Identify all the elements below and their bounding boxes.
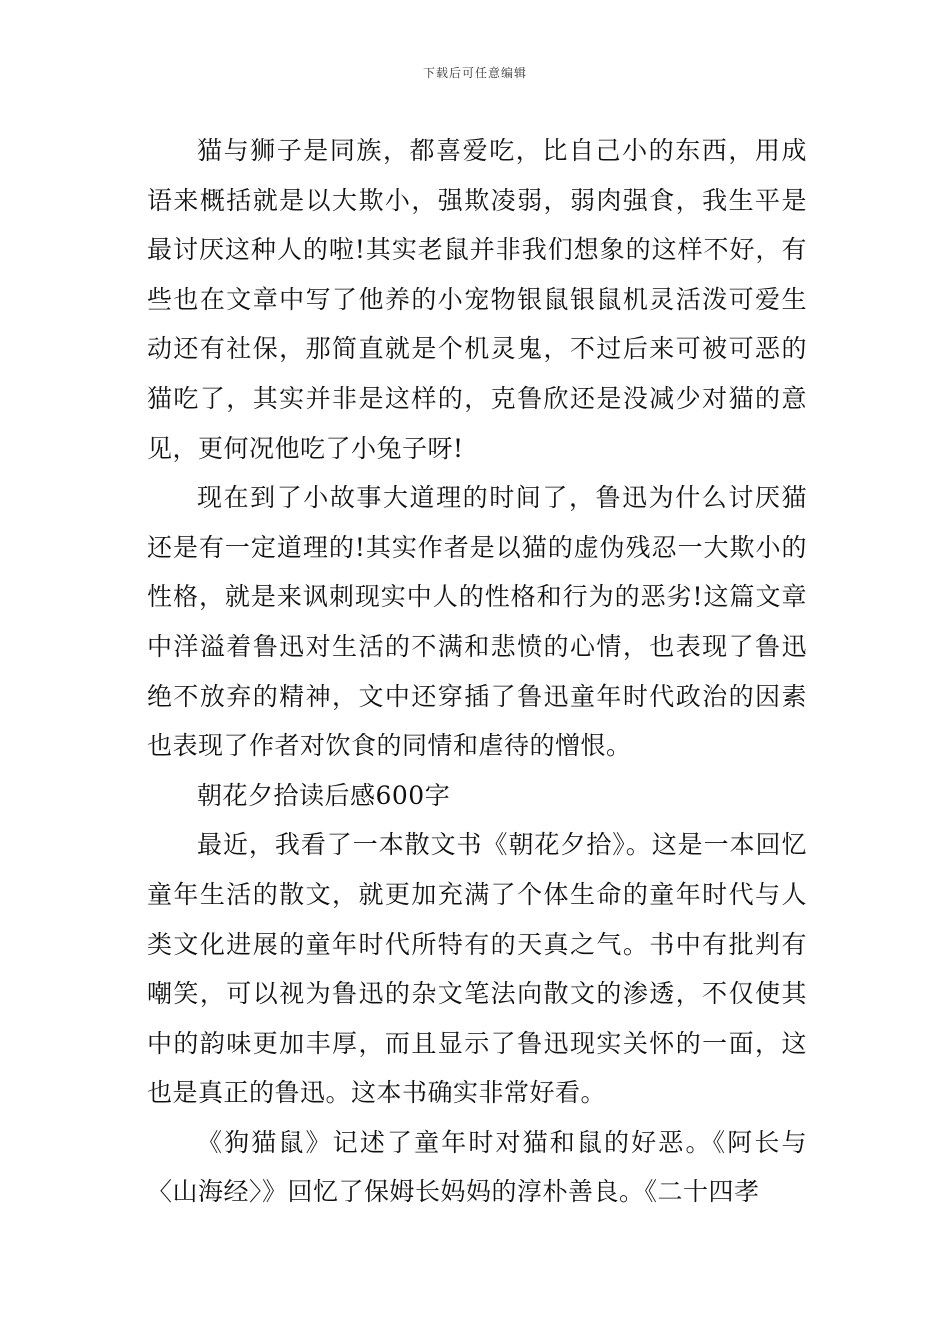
paragraph-cats-and-mice: 猫与狮子是同族，都喜爱吃，比自己小的东西，用成语来概括就是以大欺小，强欺凌弱，弱肉强食，我生平是最讨厌这种人的啦!其实老鼠并非我们想象的这样不好，有些也在文章中写了他养的小宠物银鼠银鼠机灵活泼可爱生动还有社保，那简直就是个机灵鬼，不过后来可被可恶的猫吃了，其实并非是这样的，克鲁欣还是没减少对猫的意见，更何况他吃了小兔子呀! bbox=[147, 136, 807, 463]
section-title: 朝花夕拾读后感600字 bbox=[197, 780, 451, 810]
paragraph-lu-xun-reasons: 现在到了小故事大道理的时间了，鲁迅为什么讨厌猫还是有一定道理的!其实作者是以猫的虚伪残忍一大欺小的性格，就是来讽刺现实中人的性格和行为的恶劣!这篇文章中洋溢着鲁迅对生活的不满和悲愤的心情，也表现了鲁迅绝不放弃的精神，文中还穿插了鲁迅童年时代政治的因素也表现了作者对饮食的同情和虐待的憎恨。 bbox=[147, 483, 807, 761]
paragraph-chapter-summary: 《狗猫鼠》记述了童年时对猫和鼠的好恶。《阿长与〈山海经〉》回忆了保姆长妈妈的淳朴善良。《二十四孝 bbox=[147, 1127, 807, 1207]
paragraph-book-intro: 最近，我看了一本散文书《朝花夕拾》。这是一本回忆童年生活的散文，就更加充满了个体生命的童年时代与人类文化进展的童年时代所特有的天真之气。书中有批判有嘲笑，可以视为鲁迅的杂文笔法向散文的渗透，不仅使其中的韵味更加丰厚，而且显示了鲁迅现实关怀的一面，这也是真正的鲁迅。这本书确实非常好看。 bbox=[147, 830, 807, 1108]
document-body bbox=[147, 126, 807, 1217]
page-header: 下载后可任意编辑 bbox=[422, 66, 527, 80]
